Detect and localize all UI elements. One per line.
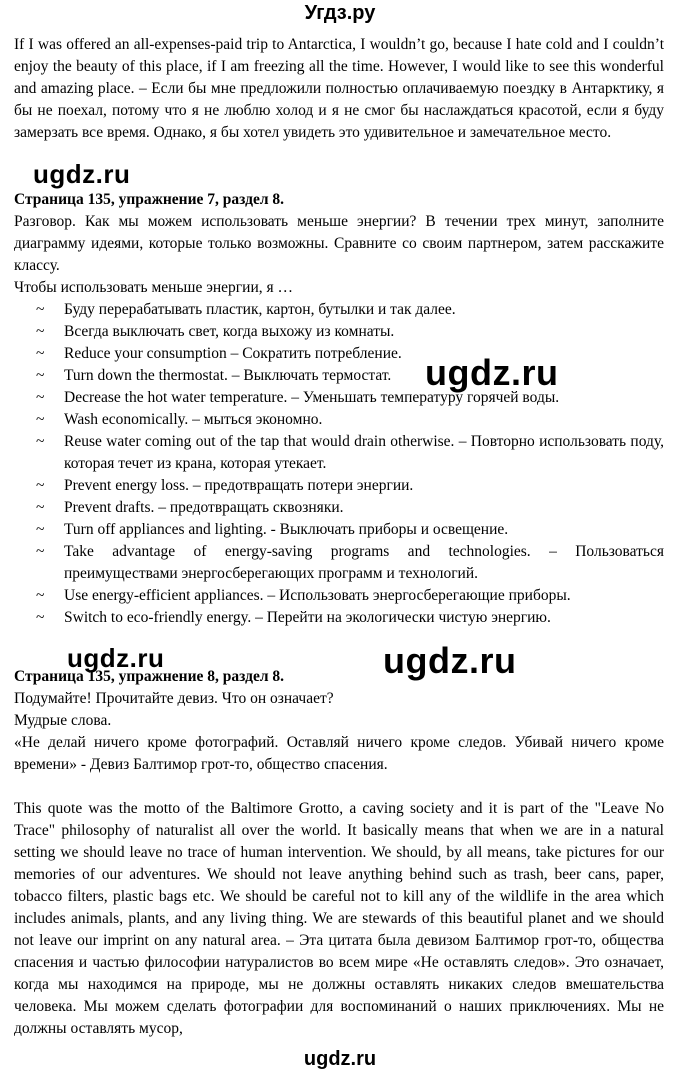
list-item: ~ Decrease the hot water temperature. – Уменьшать температуру горячей воды. [14, 387, 664, 409]
intro-paragraph: If I was offered an all-expenses-paid trip to Antarctica, I wouldn’t go, because I hate cold and I couldn’t enjoy the beauty of this place, if I am freezing all the time. However, I would like to see this wonderful and amazing place. – Если бы мне предложили полностью оплачиваемую поездку в Антарктику, я бы не поехал, потому что я не люблю холод и я не смог бы наслаждаться красотой, если я буду замерзать все время. Однако, я бы хотел увидеть это удивительное и замечательное место. [14, 36, 664, 141]
tilde-bullet-icon: ~ [36, 323, 45, 340]
tilde-bullet-icon: ~ [36, 345, 45, 362]
section-8-task: Подумайте! Прочитайте девиз. Что он означает? [14, 690, 334, 707]
tilde-bullet-icon: ~ [36, 367, 45, 384]
tilde-bullet-icon: ~ [36, 609, 45, 626]
tilde-bullet-icon: ~ [36, 411, 45, 428]
list-item: ~ Turn off appliances and lighting. - Выключать приборы и освещение. [14, 519, 664, 541]
list-item: ~ Буду перерабатывать пластик, картон, бутылки и так далее. [14, 299, 664, 321]
section-8-subtitle: Мудрые слова. [14, 712, 112, 729]
tilde-bullet-icon: ~ [36, 499, 45, 516]
list-item: ~ Turn down the thermostat. – Выключать термостат. [14, 365, 664, 387]
section-8-answer: This quote was the motto of the Baltimore Grotto, a caving society and it is part of the "Leave No Trace" philosophy of naturalist all over the world. It basically means that when we are in a natural setting we should leave no trace of human intervention. We should, by all means, take pictures for our memories of our adventures. We should not leave anything behind such as trash, beer cans, paper, tobacco filters, plastic bags etc. We should be careful not to kill any of the wildlife in the area which includes animals, plants, and any living thing. We are stewards of this beautiful planet and we should not leave our imprint on any natural area. – Эта цитата была девизом Балтимор грот-то, общества спасения и частью философии натуралистов во всем мире «Не оставлять следов». Это означает, когда мы находимся на природе, мы не должны оставлять никаких следов вмешательства человека. Мы можем сделать фотографии для воспоминаний о наших приключениях. Мы не должны оставлять мусор, [14, 800, 664, 1037]
watermark-4: ugdz.ru [383, 640, 517, 681]
site-header-title: Угдз.ру [304, 2, 376, 24]
tilde-bullet-icon: ~ [36, 477, 45, 494]
section-7-lead: Чтобы использовать меньше энергии, я … [14, 279, 293, 296]
list-item: ~ Wash economically. – мыться экономно. [14, 409, 664, 431]
section-8-heading: Страница 135, упражнение 8, раздел 8. [14, 668, 285, 685]
list-item: ~ Prevent drafts. – предотвращать сквозняки. [14, 497, 664, 519]
list-item: ~ Switch to eco-friendly energy. – Перейти на экологически чистую энергию. [14, 607, 664, 629]
section-7-task: Разговор. Как мы можем использовать меньше энергии? В течении трех минут, заполните диаграмму идеями, которые только возможны. Сравните со своим партнером, затем расскажите классу. [14, 213, 664, 274]
section-8-motto: «Не делай ничего кроме фотографий. Оставляй ничего кроме следов. Убивай ничего кроме времени» - Девиз Балтимор грот-то, общество спасения. [14, 734, 664, 773]
energy-ideas-list [14, 299, 664, 629]
list-item: ~ Reuse water coming out of the tap that would drain otherwise. – Повторно использовать поду, которая течет из крана, которая утекает. [36, 433, 664, 472]
site-footer-name: ugdz.ru [303, 1048, 377, 1070]
list-item: ~ Reduce your consumption – Сократить потребление. [14, 343, 664, 365]
watermark-1: ugdz.ru [33, 159, 131, 189]
tilde-bullet-icon: ~ [36, 521, 45, 538]
tilde-bullet-icon: ~ [36, 389, 45, 406]
list-item: ~ Prevent energy loss. – предотвращать потери энергии. [14, 475, 664, 497]
list-item: ~ Всегда выключать свет, когда выхожу из комнаты. [14, 321, 664, 343]
tilde-bullet-icon: ~ [36, 587, 45, 604]
section-7-heading: Страница 135, упражнение 7, раздел 8. [14, 191, 285, 208]
tilde-bullet-icon: ~ [36, 543, 45, 560]
list-item: ~ Use energy-efficient appliances. – Использовать энергосберегающие приборы. [14, 585, 664, 607]
tilde-bullet-icon: ~ [36, 301, 45, 318]
watermark-2: ugdz.ru [425, 352, 559, 393]
tilde-bullet-icon: ~ [36, 433, 45, 450]
list-item: ~ Take advantage of energy-saving programs and technologies. – Пользоваться преимуществами энергосберегающих программ и технологий. [36, 543, 664, 582]
watermark-3: ugdz.ru [67, 643, 165, 673]
